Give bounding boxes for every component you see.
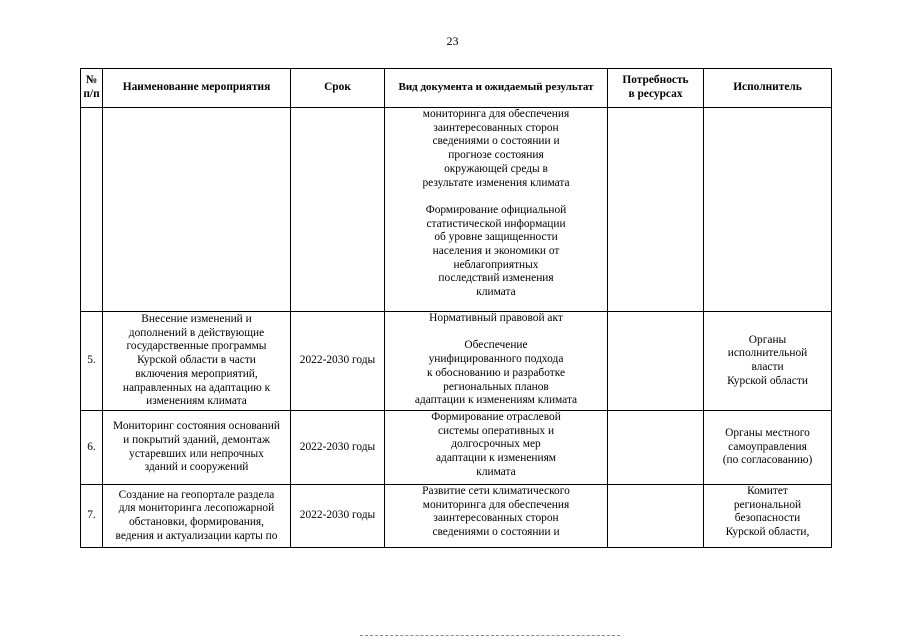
cell-executor: Комитет региональной безопасности Курской области, xyxy=(704,485,832,548)
cell-term: 2022-2030 годы xyxy=(291,312,385,411)
header-doc: Вид документа и ожидаемый результат xyxy=(385,69,608,108)
header-num: № п/п xyxy=(81,69,103,108)
table-row xyxy=(81,312,832,411)
cell-num: 6. xyxy=(81,411,103,485)
cell-doc xyxy=(385,312,608,411)
cell-num: 5. xyxy=(81,312,103,411)
cell-resources xyxy=(608,485,704,548)
cell-resources xyxy=(608,312,704,411)
cell-doc: Формирование отраслевой системы оперативных и долгосрочных мер адаптации к изменениям климата xyxy=(385,411,608,485)
cell-num xyxy=(81,108,103,312)
cell-executor xyxy=(704,108,832,312)
doc-text-part2: Обеспечение унифицированного подхода к обоснованию и разработке региональных планов адаптации к изменениям климата xyxy=(414,339,578,407)
cell-executor: Органы местного самоуправления (по согласованию) xyxy=(704,411,832,485)
table-header-row xyxy=(81,69,832,108)
cell-executor: Органы исполнительной власти Курской области xyxy=(704,312,832,411)
cell-name: Внесение изменений и дополнений в действующие государственные программы Курской области в части включения мероприятий, направленных на адаптацию к изменениям климата xyxy=(103,312,291,411)
cell-name xyxy=(103,108,291,312)
table-row xyxy=(81,411,832,485)
table-row xyxy=(81,485,832,548)
cell-resources xyxy=(608,411,704,485)
cell-name: Мониторинг состояния оснований и покрытий зданий, демонтаж устаревших или непрочных зданий и сооружений xyxy=(103,411,291,485)
scan-artifact-line xyxy=(360,635,620,637)
cell-name: Создание на геопортале раздела для мониторинга лесопожарной обстановки, формирования, ведения и актуализации карты по xyxy=(103,485,291,548)
doc-text-part1: Нормативный правовой акт xyxy=(429,312,563,324)
doc-text-part1: мониторинга для обеспечения заинтересованных сторон сведениями о состоянии и прогнозе состояния окружающей среды в результате изменения климата xyxy=(422,108,570,189)
doc-text-part2: Формирование официальной статистической информации об уровне защищенности населения и экономики от неблагоприятных последствий изменения климата xyxy=(425,203,567,299)
cell-doc: Развитие сети климатического мониторинга для обеспечения заинтересованных сторон сведениями о состоянии и xyxy=(385,485,608,548)
header-name: Наименование мероприятия xyxy=(103,69,291,108)
header-term: Срок xyxy=(291,69,385,108)
cell-doc xyxy=(385,108,608,312)
cell-term xyxy=(291,108,385,312)
cell-num: 7. xyxy=(81,485,103,548)
table-row-continuation xyxy=(81,108,832,312)
page-number: 23 xyxy=(446,34,459,48)
cell-term: 2022-2030 годы xyxy=(291,485,385,548)
measures-table xyxy=(80,68,832,548)
cell-resources xyxy=(608,108,704,312)
header-resources: Потребность в ресурсах xyxy=(608,69,704,108)
header-executor: Исполнитель xyxy=(704,69,832,108)
cell-term: 2022-2030 годы xyxy=(291,411,385,485)
